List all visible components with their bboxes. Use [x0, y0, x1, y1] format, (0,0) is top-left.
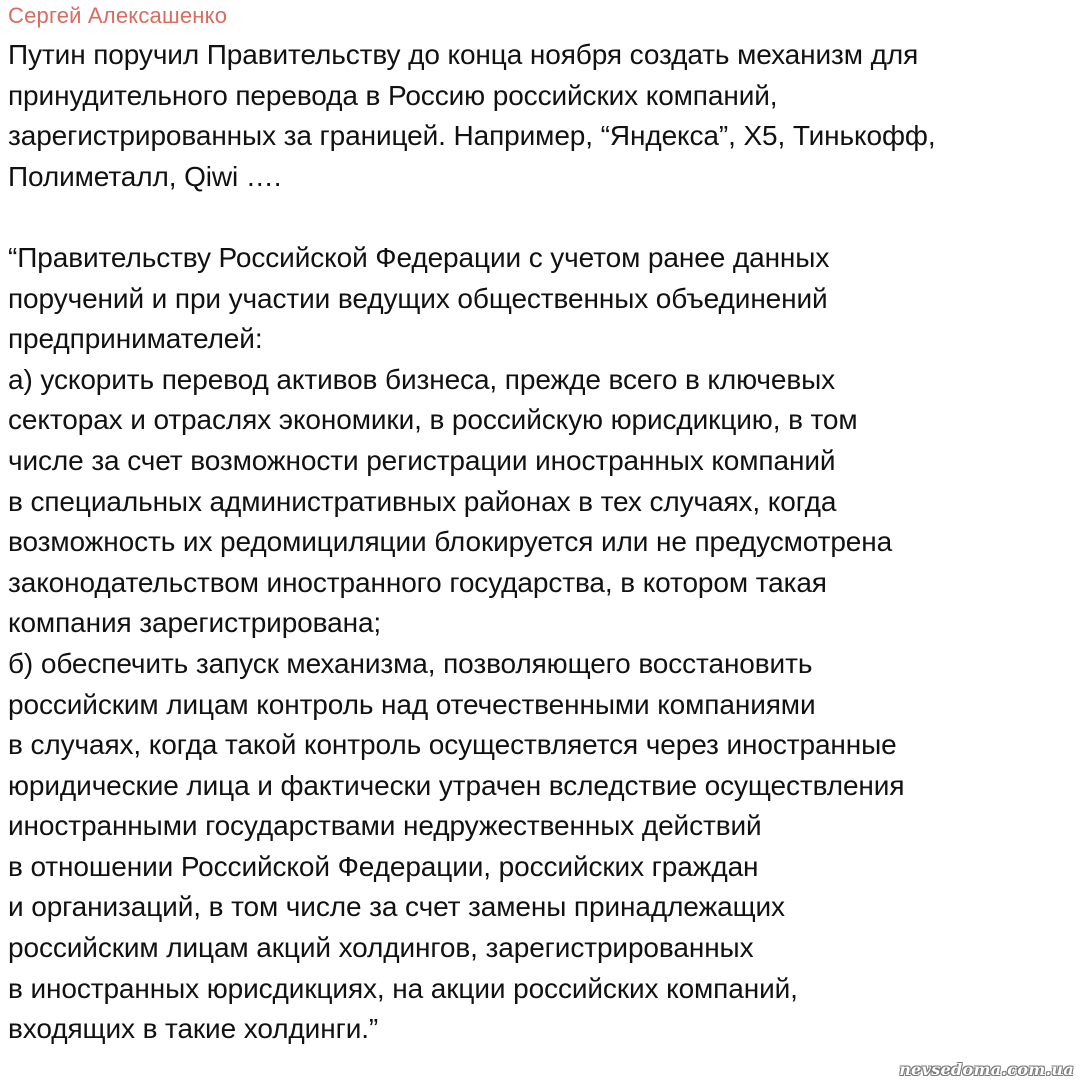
paragraph-1	[8, 35, 1084, 197]
text-line: секторах и отраслях экономики, в российскую юрисдикцию, в том	[8, 404, 858, 436]
text-line: компания зарегистрирована;	[8, 607, 382, 639]
text-line: входящих в такие холдинги.”	[8, 1013, 379, 1045]
post	[8, 0, 1084, 1050]
text-line: законодательством иностранного государства, в котором такая	[8, 566, 827, 598]
watermark: nevsedoma.com.ua	[899, 1060, 1074, 1079]
text-line: юридические лица и фактически утрачен вследствие осуществления	[8, 769, 905, 801]
text-line: поручений и при участии ведущих общественных объединений	[8, 282, 828, 314]
text-line: в отношении Российской Федерации, российских граждан	[8, 850, 759, 882]
author-name[interactable]: Сергей Алексашенко	[8, 3, 228, 28]
text-line: в случаях, когда такой контроль осуществляется через иностранные	[8, 729, 897, 761]
text-line: предпринимателей:	[8, 323, 263, 355]
text-line: российским лицам контроль над отечественными компаниями	[8, 688, 816, 720]
text-line: возможность их редомициляции блокируется или не предусмотрена	[8, 526, 893, 558]
text-line: и организаций, в том числе за счет замены принадлежащих	[8, 891, 785, 923]
text-line: в иностранных юрисдикциях, на акции российских компаний,	[8, 972, 798, 1004]
text-line: зарегистрированных за границей. Например, “Яндекса”, Х5, Тинькофф,	[8, 120, 936, 152]
text-line: иностранными государствами недружественных действий	[8, 810, 762, 842]
text-line: а) ускорить перевод активов бизнеса, прежде всего в ключевых	[8, 363, 836, 395]
post-body	[8, 35, 1084, 1050]
text-line: “Правительству Российской Федерации с учетом ранее данных	[8, 241, 830, 273]
text-line: Путин поручил Правительству до конца ноября создать механизм для	[8, 39, 919, 70]
text-line: Полиметалл, Qiwi ….	[8, 160, 282, 192]
text-line: в специальных административных районах в тех случаях, когда	[8, 485, 837, 517]
text-line: российским лицам акций холдингов, зарегистрированных	[8, 932, 754, 964]
text-line: числе за счет возможности регистрации иностранных компаний	[8, 444, 836, 476]
text-line: б) обеспечить запуск механизма, позволяющего восстановить	[8, 647, 813, 679]
text-line: принудительного перевода в Россию российских компаний,	[8, 79, 778, 111]
paragraph-gap	[8, 197, 1084, 238]
paragraph-2-quote	[8, 238, 1084, 1050]
